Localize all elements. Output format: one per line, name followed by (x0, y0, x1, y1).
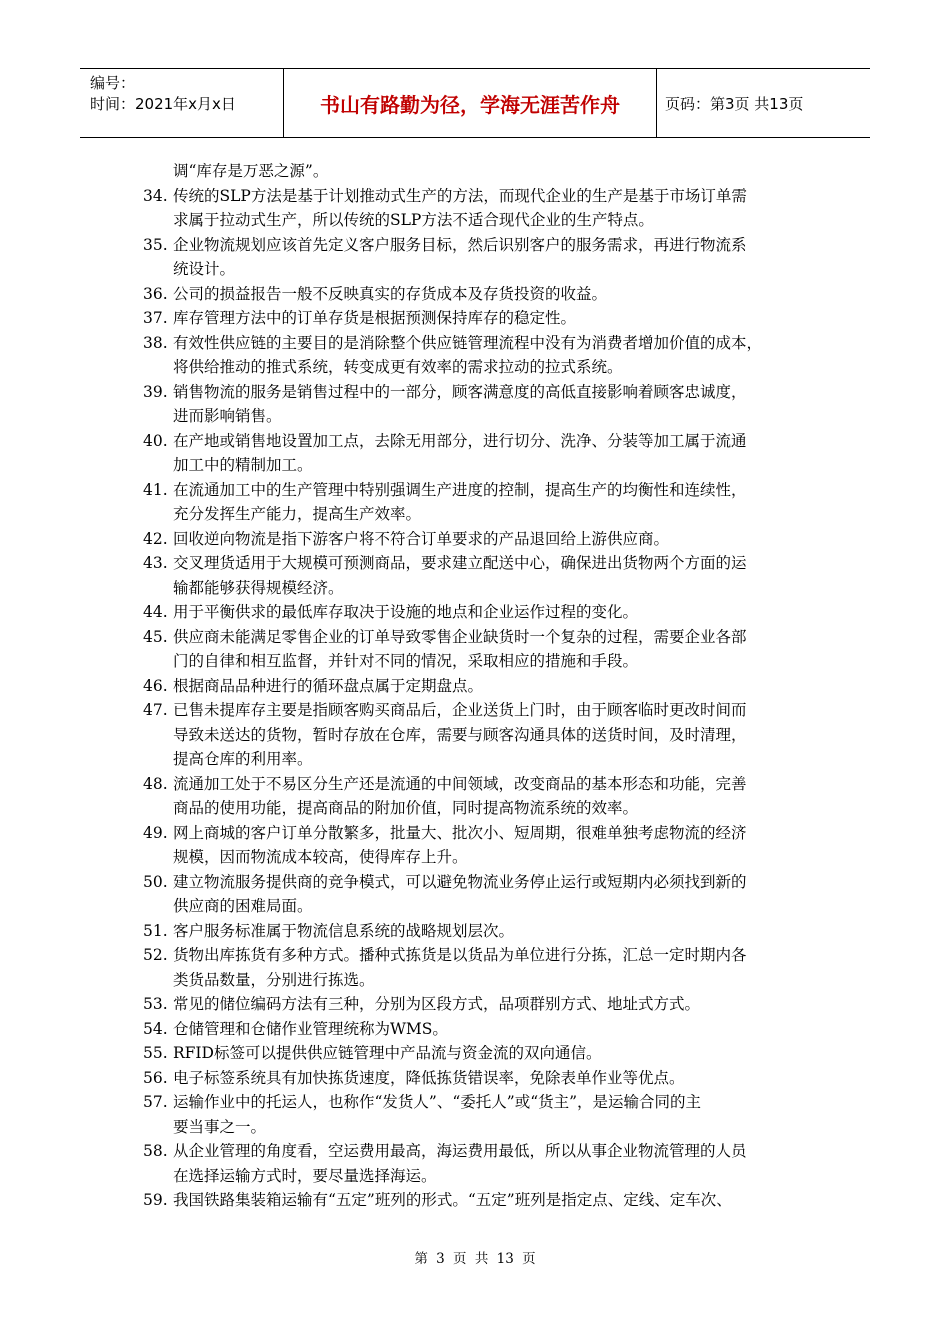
item-number: 40. (143, 431, 168, 450)
item-text (173, 282, 823, 307)
item-text (173, 821, 823, 870)
page-footer: 第 3 页 共 13 页 (414, 1251, 536, 1267)
item-text (173, 992, 823, 1017)
item-text-line: 加工中的精制加工。 (173, 456, 313, 474)
item-text-line: 交叉理货适用于大规模可预测商品，要求建立配送中心，确保进出货物两个方面的运 (173, 554, 747, 572)
list-item (143, 821, 823, 870)
item-text-line: 货物出库拣货有多种方式。播种式拣货是以货品为单位进行分拣，汇总一定时期内各 (173, 946, 747, 964)
header-motto: 书山有路勤为径，学海无涯苦作舟 (284, 69, 657, 137)
item-number: 52. (143, 946, 168, 964)
item-text (173, 919, 823, 944)
item-number: 43. (143, 554, 168, 572)
item-number: 39. (143, 382, 168, 401)
list-item (143, 306, 823, 331)
item-text-line: 求属于拉动式生产，所以传统的SLP方法不适合现代企业的生产特点。 (173, 211, 654, 229)
list-item (143, 772, 823, 821)
item-number: 41. (143, 480, 168, 499)
item-text-line: 常见的储位编码方法有三种，分别为区段方式，品项群别方式、地址式方式。 (173, 995, 701, 1013)
item-text (173, 306, 823, 331)
item-text-line: 运输作业中的托运人，也称作“发货人”、“委托人”或“货主”，是运输合同的主 (173, 1093, 702, 1111)
item-text-line: 销售物流的服务是销售过程中的一部分，顾客满意度的高低直接影响着顾客忠诚度， (173, 382, 747, 401)
item-text-line: 流通加工处于不易区分生产还是流通的中间领域，改变商品的基本形态和功能，完善 (173, 774, 747, 793)
item-number: 36. (143, 284, 168, 303)
item-text-line: 要当事之一。 (173, 1117, 267, 1136)
header-time-label: 时间：2021年x月x日 (90, 95, 236, 113)
item-text-line: 导致未送达的货物，暂时存放在仓库，需要与顾客沟通具体的送货时间，及时清理， (173, 725, 747, 744)
list-item (143, 478, 823, 527)
item-text (173, 331, 823, 380)
list-item (143, 600, 823, 625)
item-text-line: 库存管理方法中的订单存货是根据预测保持库存的稳定性。 (173, 309, 577, 327)
item-number: 38. (143, 333, 168, 352)
item-text-line: 传统的SLP方法是基于计划推动式生产的方法，而现代企业的生产是基于市场订单需 (173, 186, 747, 205)
item-text (173, 1139, 823, 1188)
item-number: 45. (143, 627, 168, 646)
item-text (173, 478, 823, 527)
item-text (173, 1188, 823, 1213)
item-text-line: 门的自律和相互监督，并针对不同的情况，采取相应的措施和手段。 (173, 652, 639, 670)
item-text (173, 600, 823, 625)
list-item (143, 992, 823, 1017)
item-text (173, 527, 823, 552)
item-text (173, 1066, 823, 1091)
list-items-container (143, 184, 823, 1213)
item-text (173, 870, 823, 919)
item-text-line: 回收逆向物流是指下游客户将不符合订单要求的产品退回给上游供应商。 (173, 529, 670, 548)
list-item (143, 625, 823, 674)
continuation-line: 调“库存是万恶之源”。 (173, 162, 329, 180)
item-number: 44. (143, 603, 168, 621)
item-number: 37. (143, 309, 168, 327)
item-text-line: 网上商城的客户订单分散繁多，批量大、批次小、短周期，很难单独考虑物流的经济 (173, 823, 747, 842)
list-item (143, 674, 823, 699)
item-text-line: 统设计。 (173, 260, 236, 278)
item-text-line: 已售未提库存主要是指顾客购买商品后，企业送货上门时，由于顾客临时更改时间而 (173, 701, 747, 719)
item-text (173, 625, 823, 674)
item-text-line: 输都能够获得规模经济。 (173, 578, 344, 597)
header-meta (80, 69, 284, 137)
list-item (143, 331, 823, 380)
list-item (143, 380, 823, 429)
item-number: 47. (143, 701, 168, 719)
item-text-line: 电子标签系统具有加快拣货速度，降低拣货错误率，免除表单作业等优点。 (173, 1068, 685, 1087)
item-text-line: 充分发挥生产能力，提高生产效率。 (173, 505, 422, 523)
list-item (143, 551, 823, 600)
list-item (143, 1066, 823, 1091)
item-text-line: 仓储管理和仓储作业管理统称为WMS。 (173, 1019, 448, 1038)
document-header (80, 68, 870, 138)
list-item (143, 919, 823, 944)
item-number: 34. (143, 186, 168, 205)
item-text (173, 429, 823, 478)
item-text-line: 建立物流服务提供商的竞争模式，可以避免物流业务停止运行或短期内必须找到新的 (173, 872, 747, 891)
list-item (143, 527, 823, 552)
item-number: 48. (143, 774, 168, 793)
item-text-line: 商品的使用功能，提高商品的附加价值，同时提高物流系统的效率。 (173, 799, 639, 817)
item-number: 51. (143, 921, 168, 940)
item-text-line: 供应商未能满足零售企业的订单导致零售企业缺货时一个复杂的过程，需要企业各部 (173, 627, 747, 646)
item-text (173, 1017, 823, 1042)
list-item (143, 1188, 823, 1213)
item-text-line: 根据商品品种进行的循环盘点属于定期盘点。 (173, 676, 484, 695)
item-number: 56. (143, 1068, 168, 1087)
item-text-line: 提高仓库的利用率。 (173, 750, 313, 768)
item-number: 57. (143, 1093, 168, 1111)
item-text (173, 772, 823, 821)
list-item (143, 1090, 823, 1139)
item-text-line: 在流通加工中的生产管理中特别强调生产进度的控制，提高生产的均衡性和连续性， (173, 480, 747, 499)
list-item (143, 282, 823, 307)
item-text-line: 进而影响销售。 (173, 407, 282, 425)
item-number: 42. (143, 529, 168, 548)
item-text-line: 规模，因而物流成本较高，使得库存上升。 (173, 848, 468, 866)
item-number: 58. (143, 1142, 168, 1160)
header-number-label: 编号： (90, 74, 136, 92)
item-text (173, 674, 823, 699)
item-number: 54. (143, 1019, 168, 1038)
item-text-line: 企业物流规划应该首先定义客户服务目标，然后识别客户的服务需求，再进行物流系 (173, 235, 747, 254)
item-number: 59. (143, 1191, 168, 1209)
question-list (143, 159, 823, 1213)
item-text-line: 从企业管理的角度看，空运费用最高，海运费用最低，所以从事企业物流管理的人员 (173, 1142, 747, 1160)
header-page-info: 页码：第3页 共13页 (665, 94, 804, 113)
list-item (143, 429, 823, 478)
item-text (173, 551, 823, 600)
item-text-line: 用于平衡供求的最低库存取决于设施的地点和企业运作过程的变化。 (173, 603, 639, 621)
item-text-line: 类货品数量，分别进行拣选。 (173, 970, 375, 989)
item-text (173, 943, 823, 992)
item-text (173, 184, 823, 233)
list-item (143, 1139, 823, 1188)
item-text-line: 公司的损益报告一般不反映真实的存货成本及存货投资的收益。 (173, 284, 608, 303)
item-text-line: 我国铁路集装箱运输有“五定”班列的形式。“五定”班列是指定点、定线、定车次、 (173, 1191, 732, 1209)
item-text-line: 有效性供应链的主要目的是消除整个供应链管理流程中没有为消费者增加价值的成本， (173, 333, 763, 352)
item-text (173, 233, 823, 282)
item-text (173, 380, 823, 429)
item-text-line: 供应商的困难局面。 (173, 897, 313, 915)
item-text-line: RFID标签可以提供供应链管理中产品流与资金流的双向通信。 (173, 1044, 602, 1062)
list-item (143, 1017, 823, 1042)
list-item (143, 184, 823, 233)
list-item (143, 870, 823, 919)
item-text (173, 698, 823, 772)
list-item (143, 233, 823, 282)
item-text-line: 在产地或销售地设置加工点，去除无用部分，进行切分、洗净、分装等加工属于流通 (173, 431, 747, 450)
item-number: 35. (143, 235, 168, 254)
item-text-line: 将供给推动的推式系统，转变成更有效率的需求拉动的拉式系统。 (173, 358, 623, 376)
item-number: 46. (143, 676, 168, 695)
item-text-line: 在选择运输方式时，要尽量选择海运。 (173, 1166, 437, 1185)
item-text (173, 1090, 823, 1139)
list-item (143, 943, 823, 992)
item-number: 49. (143, 823, 168, 842)
item-number: 55. (143, 1044, 168, 1062)
item-number: 53. (143, 995, 168, 1013)
item-text-line: 客户服务标准属于物流信息系统的战略规划层次。 (173, 921, 515, 940)
item-text (173, 1041, 823, 1066)
list-item (143, 698, 823, 772)
item-number: 50. (143, 872, 168, 891)
list-item (143, 1041, 823, 1066)
